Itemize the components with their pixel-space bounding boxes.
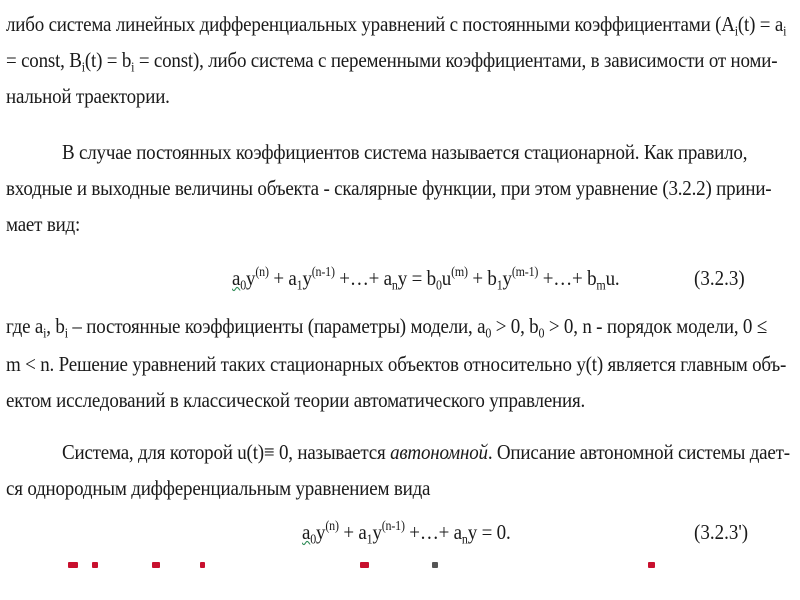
text-line-4: В случае постоянных коэффициентов система называется стационарной. Как правило, [62, 141, 748, 165]
text-line-1: либо система линейных дифференциальных уравнений с постоянными коэффициентами ($A_i(t) = a_i$ [6, 13, 787, 39]
cut-off-text-fragment [60, 562, 700, 572]
text-line-8: где $a_i$, $b_i$ – постоянные коэффициенты (параметры) модели, $a_0 > 0$, $b_0 > 0$, n - порядок модели, 0 ≤ [6, 315, 768, 341]
text-line-3: нальной траектории. [6, 85, 170, 109]
text-line-6: мает вид: [6, 213, 81, 237]
text-line-5: входные и выходные величины объекта - скалярные функции, при этом уравнение (3.2.2) прини- [6, 177, 772, 201]
equation-3-2-3-prime: $a_0y^{(n)} + a_1y^{(n-1)}$ +…+ $a_ny = 0$. [302, 517, 511, 547]
text-line-10: ектом исследований в классической теории автоматического управления. [6, 389, 586, 413]
equation-number-3-2-3: (3.2.3) [694, 267, 745, 291]
text-line-9: m < n. Решение уравнений таких стационарных объектов относительно y(t) является главным объ- [6, 353, 787, 377]
equation-number-3-2-3-prime: (3.2.3') [694, 521, 749, 545]
text-line-11: Система, для которой u(t)≡ 0, называется автономной. Описание автономной системы дает- [62, 441, 790, 465]
equation-3-2-3: $a_0y^{(n)} + a_1y^{(n-1)}$ +…+ $a_ny = b_0u^{(m)} + b_1y^{(m-1)}$ +…+ $b_mu$. [232, 263, 620, 293]
text-line-2: = const, $B_i(t) = b_i$ = const), либо система с переменными коэффициентами, в зависимости от номи- [6, 49, 778, 75]
text-line-12: ся однородным дифференциальным уравнением вида [6, 477, 431, 501]
